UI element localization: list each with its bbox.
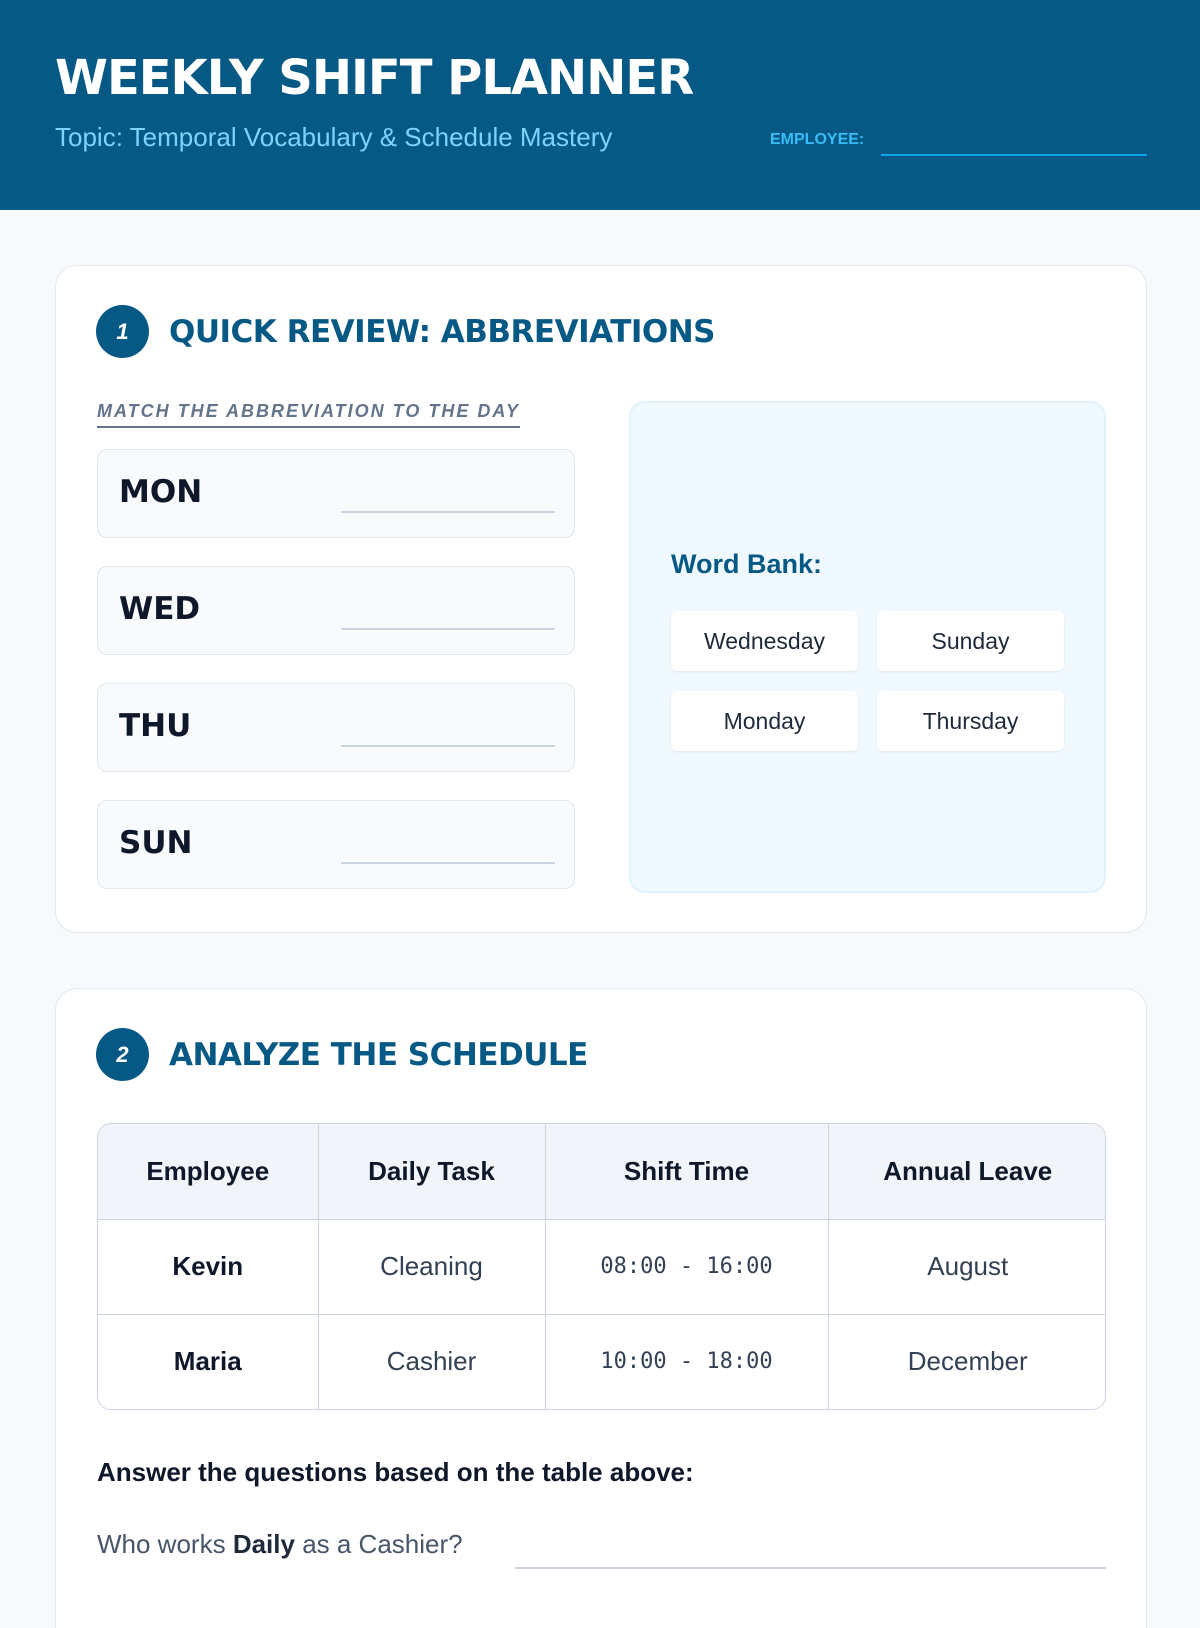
page-title: WEEKLY SHIFT PLANNER	[55, 50, 694, 106]
section-title: QUICK REVIEW: ABBREVIATIONS	[169, 313, 716, 350]
abbreviation-label: WED	[119, 591, 201, 627]
employee-name-blank[interactable]	[881, 154, 1147, 156]
employee-cell: Maria	[98, 1314, 318, 1409]
shift-time-cell: 10:00 - 18:00	[545, 1314, 828, 1409]
column-header: Shift Time	[545, 1124, 828, 1219]
word-bank-chip[interactable]: Thursday	[877, 691, 1064, 751]
abbreviation-row	[97, 683, 575, 772]
section-abbreviations-card	[55, 265, 1147, 933]
answer-blank[interactable]	[341, 628, 555, 630]
question-text: as a Cashier?	[294, 1529, 463, 1559]
question-keyword: Daily	[232, 1529, 295, 1559]
question-1-answer-blank[interactable]	[515, 1567, 1106, 1569]
task-cell: Cashier	[318, 1314, 545, 1409]
leave-cell: August	[828, 1219, 1106, 1314]
table-row	[98, 1314, 1106, 1409]
question-text: Who works	[97, 1529, 233, 1559]
task-cell: Cleaning	[318, 1219, 545, 1314]
abbreviation-row	[97, 449, 575, 538]
section-schedule-card	[55, 988, 1147, 1628]
answer-blank[interactable]	[341, 745, 555, 747]
section-1-heading	[96, 305, 715, 358]
section-number-badge: 2	[96, 1028, 149, 1081]
worksheet-header	[0, 0, 1200, 210]
section-number-badge: 1	[96, 305, 149, 358]
abbreviation-row	[97, 566, 575, 655]
abbreviation-row	[97, 800, 575, 889]
abbreviation-label: MON	[119, 474, 203, 510]
word-bank-chip[interactable]: Sunday	[877, 611, 1064, 671]
employee-label: EMPLOYEE:	[770, 131, 865, 148]
employee-cell: Kevin	[98, 1219, 318, 1314]
word-bank-chip[interactable]: Wednesday	[671, 611, 858, 671]
topic-subtitle: Topic: Temporal Vocabulary & Schedule Mastery	[55, 122, 613, 152]
word-bank-chip[interactable]: Monday	[671, 691, 858, 751]
section-2-heading	[96, 1028, 588, 1081]
abbreviation-label: THU	[119, 708, 192, 744]
table-header-row	[98, 1124, 1106, 1219]
word-bank-panel	[629, 401, 1106, 893]
table-row	[98, 1219, 1106, 1314]
question-1	[97, 1529, 463, 1560]
answer-blank[interactable]	[341, 511, 555, 513]
answer-instruction: Answer the questions based on the table above:	[97, 1457, 694, 1487]
answer-blank[interactable]	[341, 862, 555, 864]
column-header: Annual Leave	[828, 1124, 1106, 1219]
word-bank-title: Word Bank:	[671, 549, 823, 579]
column-header: Employee	[98, 1124, 318, 1219]
abbreviation-label: SUN	[119, 825, 193, 861]
schedule-table	[97, 1123, 1106, 1410]
column-header: Daily Task	[318, 1124, 545, 1219]
leave-cell: December	[907, 1346, 1028, 1377]
match-instruction: MATCH THE ABBREVIATION TO THE DAY	[97, 401, 520, 428]
shift-time-cell: 08:00 - 16:00	[545, 1219, 828, 1314]
section-title: ANALYZE THE SCHEDULE	[169, 1036, 588, 1073]
